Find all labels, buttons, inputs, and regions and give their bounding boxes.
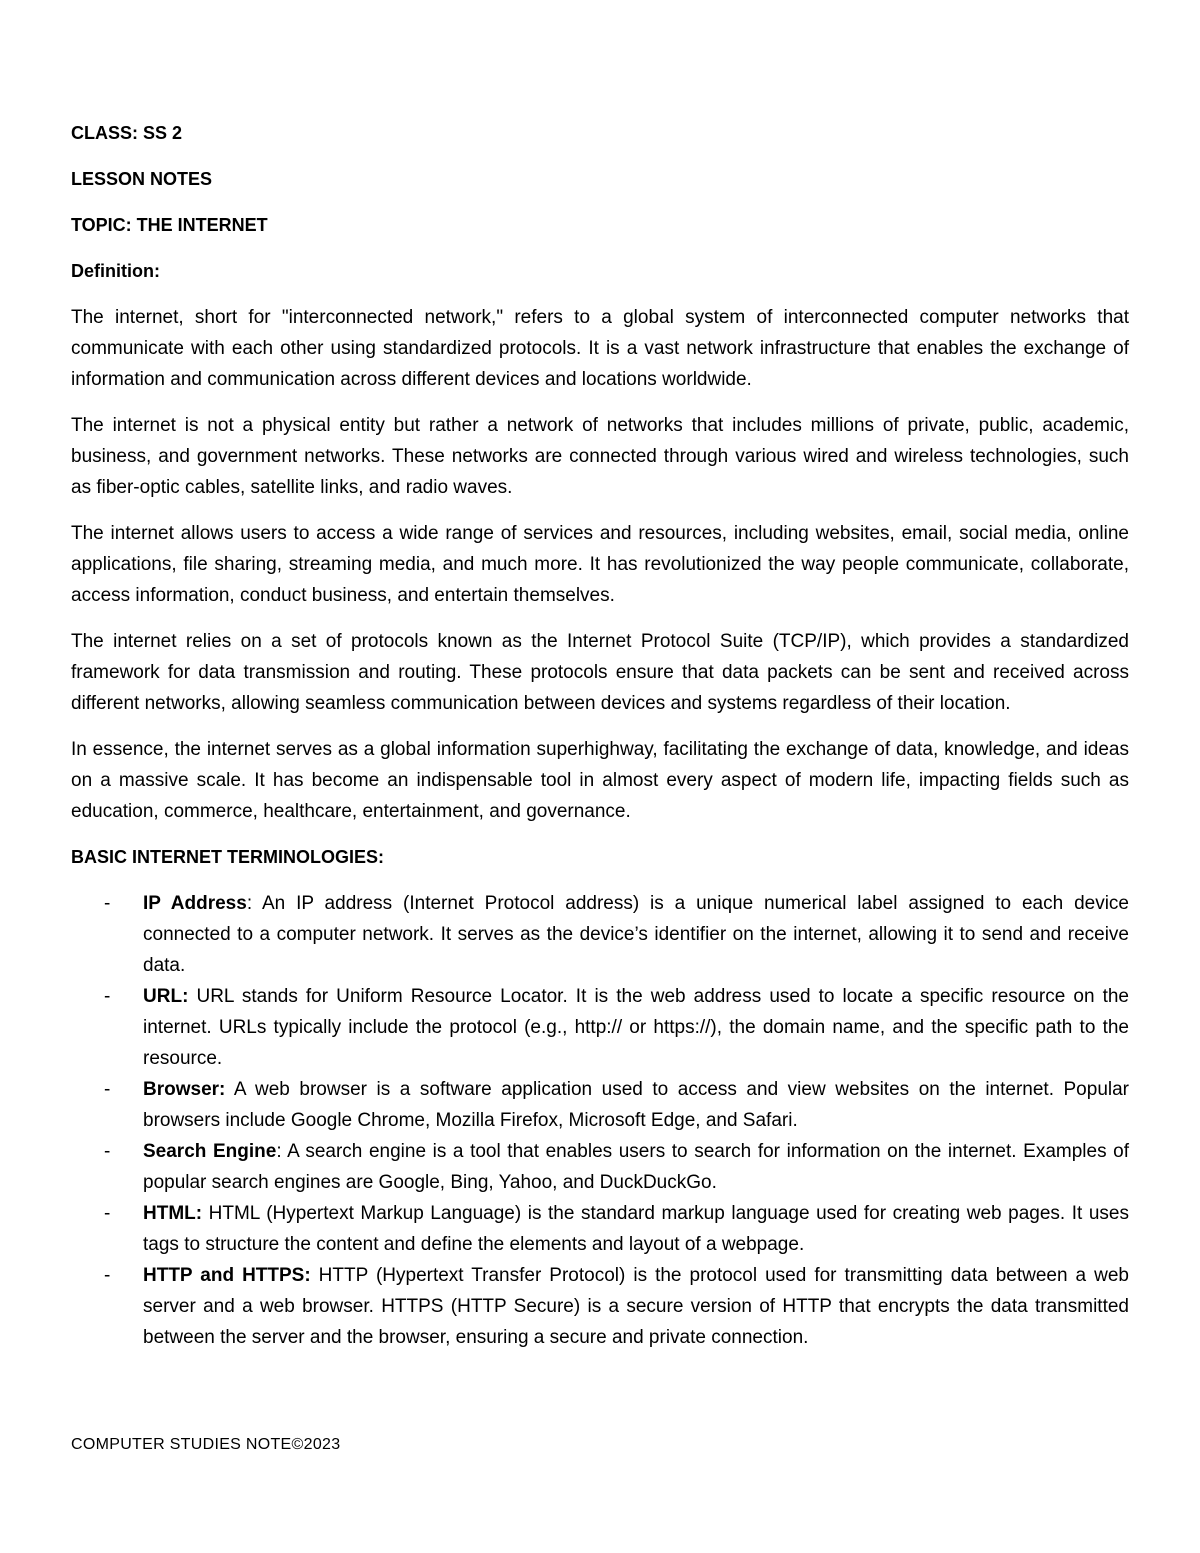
list-item [71,888,1129,981]
term-name: URL [143,986,183,1007]
term-separator: : [246,893,253,914]
term-separator: : [219,1079,226,1100]
term-name: Browser [143,1079,220,1100]
list-item [71,1260,1129,1353]
term-separator: : [195,1203,203,1224]
paragraph-network-of-networks: The internet is not a physical entity but rather a network of networks that includes millions of private, public, academic, business, and government networks. These networks are connected through various wired and wireless technologies, such as fiber-optic cables, satellite links, and radio waves. [71,415,1129,498]
bullet-dash: - [104,986,111,1007]
paragraph-essence: In essence, the internet serves as a global information superhighway, facilitating the exchange of data, knowledge, and ideas on a massive scale. It has become an indispensable tool in almost every aspect of modern life, impacting fields such as education, commerce, healthcare, entertainment, and governance. [71,739,1129,822]
terminologies-heading: BASIC INTERNET TERMINOLOGIES: [71,847,385,867]
term-description: URL stands for Uniform Resource Locator. It is the web address used to locate a specific resource on the internet. URLs typically include the protocol (e.g., http:// or https://), the domain name, and the specific path to the resource. [143,986,1129,1069]
bullet-dash: - [104,1141,111,1162]
term-description: A web browser is a software application used to access and view websites on the internet. Popular browsers include Google Chrome, Mozilla Firefox, Microsoft Edge, and Safari. [143,1079,1129,1131]
bullet-dash: - [104,893,111,914]
paragraph-definition: The internet, short for "interconnected network," refers to a global system of interconnected computer networks that communicate with each other using standardized protocols. It is a vast network infrastructure that enables the exchange of information and communication across different devices and locations worldwide. [71,307,1129,390]
page-footer: COMPUTER STUDIES NOTE©2023 [71,1436,341,1453]
paragraph-services: The internet allows users to access a wide range of services and resources, including websites, email, social media, online applications, file sharing, streaming media, and much more. It has revolutionized the way people communicate, collaborate, access information, conduct business, and entertain themselves. [71,523,1129,606]
list-item [71,1136,1129,1198]
class-label: CLASS: SS 2 [71,123,183,143]
paragraph-protocols: The internet relies on a set of protocols known as the Internet Protocol Suite (TCP/IP), which provides a standardized framework for data transmission and routing. These protocols ensure that data packets can be sent and received across different networks, allowing seamless communication between devices and systems regardless of their location. [71,631,1129,714]
term-separator: : [182,986,189,1007]
document-body [71,118,1129,1353]
list-item [71,1198,1129,1260]
term-description: HTTP (Hypertext Transfer Protocol) is the protocol used for transmitting data between a web server and a web browser. HTTPS (HTTP Secure) is a secure version of HTTP that encrypts the data transmitted between the server and the browser, ensuring a secure and private connection. [143,1265,1129,1348]
term-name: HTTP and HTTPS [143,1265,305,1286]
term-name: Search Engine [143,1141,277,1162]
topic-title: TOPIC: THE INTERNET [71,215,268,235]
term-description: HTML (Hypertext Markup Language) is the standard markup language used for creating web pages. It uses tags to structure the content and define the elements and layout of a webpage. [143,1203,1129,1255]
term-name: HTML [143,1203,196,1224]
bullet-dash: - [104,1203,111,1224]
bullet-dash: - [104,1265,111,1286]
term-description: A search engine is a tool that enables users to search for information on the internet. Examples of popular search engines are Google, Bing, Yahoo, and DuckDuckGo. [143,1141,1129,1193]
bullet-dash: - [104,1079,111,1100]
term-separator: : [304,1265,311,1286]
lesson-notes-label: LESSON NOTES [71,169,213,189]
list-item [71,1074,1129,1136]
term-description: An IP address (Internet Protocol address) is a unique numerical label assigned to each device connected to a computer network. It serves as the device’s identifier on the internet, allowing it to send and receive data. [143,893,1129,976]
term-name: IP Address [143,893,247,914]
term-separator: : [276,1141,282,1162]
definition-heading: Definition: [71,261,160,281]
terminology-list [71,888,1129,1353]
list-item [71,981,1129,1074]
